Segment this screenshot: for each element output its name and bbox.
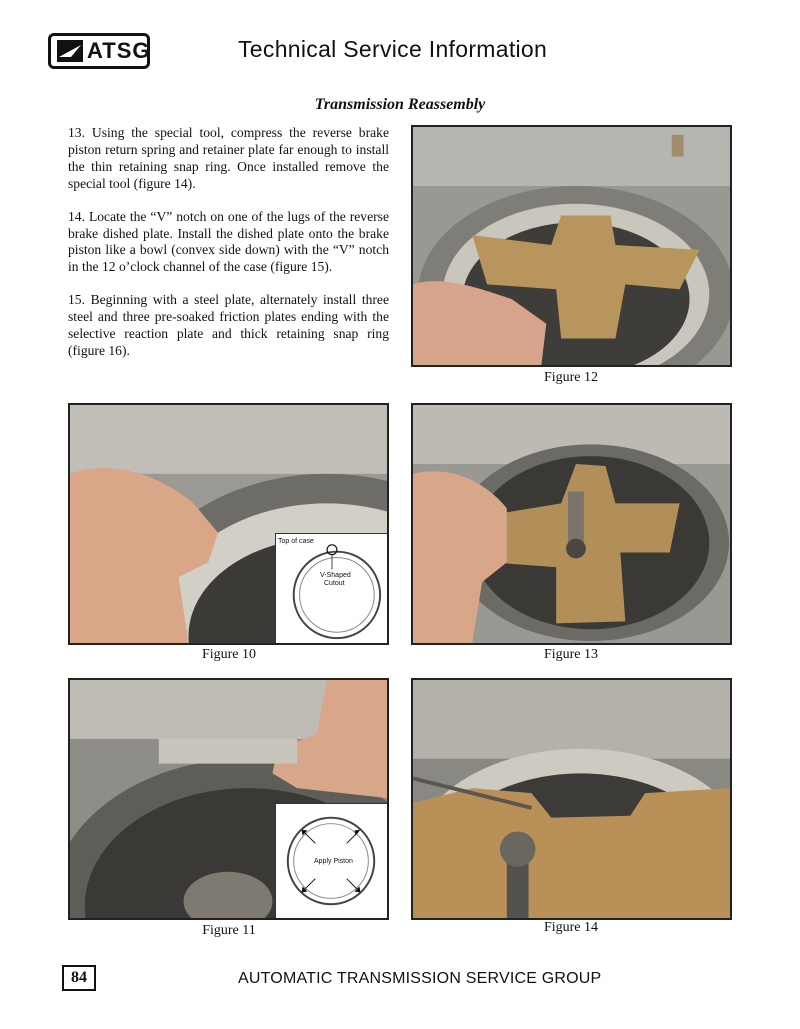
- figure-13-photo: [411, 403, 732, 645]
- page-number: 84: [62, 965, 96, 991]
- figure-12-caption: Figure 12: [543, 370, 599, 385]
- inset-label-v-shaped: V-Shaped: [320, 572, 351, 579]
- section-title: Transmission Reassembly: [314, 96, 486, 113]
- figure-10-inset-diagram: [275, 533, 388, 645]
- page-header-title: Technical Service Information: [238, 36, 548, 62]
- step-13: 13. Using the special tool, compress the reverse brake piston return spring and retainer plate far enough to install the thin retaining snap ring. Once installed remove the special tool (figure 14).: [68, 125, 389, 191]
- logo-text: ATSG: [87, 38, 151, 63]
- procedure-steps: [68, 125, 389, 376]
- figure-11-photo: [68, 678, 389, 920]
- logo-arrow-icon: [57, 40, 83, 62]
- figure-14-caption: Figure 14: [543, 920, 599, 935]
- step-15: 15. Beginning with a steel plate, alternately install three steel and three pre-soaked friction plates ending with the selective reaction plate and thick retaining snap ring (figure 16).: [68, 292, 389, 358]
- inset-label-cutout: Cutout: [324, 580, 345, 587]
- inset-label-apply-piston: Apply Piston: [314, 858, 353, 865]
- figure-11-caption: Figure 11: [202, 923, 256, 938]
- inset-label-top-of-case: Top of case: [278, 538, 314, 545]
- atsg-logo: [48, 33, 150, 69]
- figure-10-photo: [68, 403, 389, 645]
- figure-13-caption: Figure 13: [543, 647, 599, 662]
- step-14: 14. Locate the “V” notch on one of the lugs of the reverse brake dished plate. Install the dished plate onto the brake piston like a bowl (convex side down) with the “V” notch in the 12 o’clock channel of the case (figure 15).: [68, 208, 389, 275]
- figure-10-caption: Figure 10: [201, 647, 257, 662]
- figure-14-photo: [411, 678, 732, 920]
- footer-org-name: AUTOMATIC TRANSMISSION SERVICE GROUP: [238, 970, 602, 987]
- figure-11-inset-diagram: [275, 803, 388, 920]
- figure-12-photo: [411, 125, 732, 367]
